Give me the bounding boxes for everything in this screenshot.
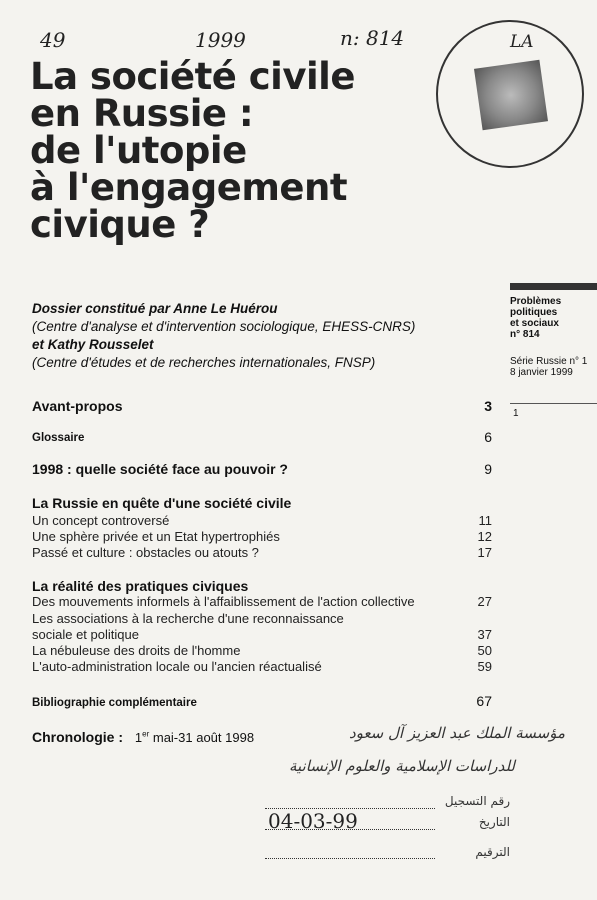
stamp-emblem-icon bbox=[474, 60, 548, 131]
date-label: التاريخ bbox=[478, 815, 510, 829]
handwritten-year: 1999 bbox=[195, 28, 246, 52]
range-text: mai-31 août 1998 bbox=[149, 730, 255, 745]
classification-label: الترقيم bbox=[475, 845, 510, 859]
toc-label: Passé et culture : obstacles ou atouts ? bbox=[32, 545, 259, 560]
range-day: 1 bbox=[134, 730, 143, 745]
toc-page: 11 bbox=[478, 513, 492, 528]
publication-name bbox=[510, 296, 597, 340]
authors-block bbox=[32, 300, 415, 372]
toc-page: 17 bbox=[477, 545, 492, 560]
publication-line: Problèmes bbox=[510, 296, 562, 307]
registration-label: رقم التسجيل bbox=[444, 794, 510, 808]
registration-date-value: 04-03-99 bbox=[268, 809, 358, 833]
toc-label: Un concept controversé bbox=[32, 513, 170, 528]
toc-label: Bibliographie complémentaire bbox=[32, 697, 197, 709]
toc-label: Les associations à la recherche d'une reconnaissance bbox=[32, 611, 344, 626]
toc-label: Des mouvements informels à l'affaiblissement de l'action collective bbox=[32, 594, 415, 609]
toc-page: 59 bbox=[477, 659, 492, 674]
handwritten-number-left: 49 bbox=[40, 28, 66, 52]
publication-date: 8 janvier 1999 bbox=[510, 367, 573, 378]
toc-page: 37 bbox=[477, 627, 492, 642]
classification-line bbox=[265, 858, 435, 859]
toc-label: L'auto-administration locale ou l'ancien réactualisé bbox=[32, 659, 322, 674]
toc-label: 1998 : quelle société face au pouvoir ? bbox=[32, 461, 288, 477]
toc-page: 12 bbox=[477, 529, 492, 544]
sidebar-divider bbox=[510, 403, 597, 404]
handwritten-issue-number: n: 814 bbox=[340, 26, 405, 50]
toc-page: 27 bbox=[477, 594, 492, 609]
toc-page: 67 bbox=[476, 693, 492, 709]
toc-page: 6 bbox=[484, 429, 492, 445]
library-stamp bbox=[436, 20, 584, 168]
toc-chronology bbox=[32, 729, 254, 745]
arabic-institution-line: للدراسات الإسلامية والعلوم الإنسانية bbox=[288, 757, 515, 775]
toc-label: La nébuleuse des droits de l'homme bbox=[32, 643, 241, 658]
title-line: à l'engagement bbox=[30, 166, 348, 209]
toc-label: Glossaire bbox=[32, 432, 85, 444]
author-line: Dossier constitué par Anne Le Huérou bbox=[32, 301, 278, 316]
section-title: La Russie en quête d'une société civile bbox=[32, 495, 292, 511]
publication-number: n° 814 bbox=[510, 329, 540, 340]
page-title bbox=[30, 55, 450, 246]
date-line bbox=[265, 829, 435, 830]
stamp-handwritten-letters: LA bbox=[510, 32, 534, 52]
publication-line: et sociaux bbox=[510, 318, 559, 329]
toc-page: 50 bbox=[477, 643, 492, 658]
chronology-range bbox=[135, 730, 254, 745]
series-info bbox=[510, 356, 597, 378]
toc-page: 3 bbox=[484, 398, 492, 414]
publication-line: politiques bbox=[510, 307, 558, 318]
toc-label: Avant-propos bbox=[32, 398, 123, 414]
toc-label: Une sphère privée et un Etat hypertrophiés bbox=[32, 529, 280, 544]
sidebar-marker: 1 bbox=[513, 408, 519, 419]
section-title: La réalité des pratiques civiques bbox=[32, 578, 249, 594]
arabic-institution-line: مؤسسة الملك عبد العزيز آل سعود bbox=[349, 724, 565, 742]
author-affiliation: (Centre d'études et de recherches internationales, FNSP) bbox=[32, 355, 376, 370]
title-line: de l'utopie bbox=[30, 129, 247, 172]
toc-label: sociale et politique bbox=[32, 627, 139, 642]
toc-page: 9 bbox=[484, 461, 492, 477]
toc-label: Chronologie : bbox=[32, 729, 123, 745]
range-sup: er bbox=[142, 729, 150, 739]
title-line: La société civile bbox=[30, 55, 355, 98]
title-line: en Russie : bbox=[30, 92, 254, 135]
series-label: Série Russie n° 1 bbox=[510, 356, 588, 367]
author-affiliation: (Centre d'analyse et d'intervention sociologique, EHESS-CNRS) bbox=[32, 319, 416, 334]
title-line: civique ? bbox=[30, 203, 210, 246]
author-line: et Kathy Rousselet bbox=[32, 337, 154, 352]
sidebar-rule bbox=[510, 283, 597, 290]
